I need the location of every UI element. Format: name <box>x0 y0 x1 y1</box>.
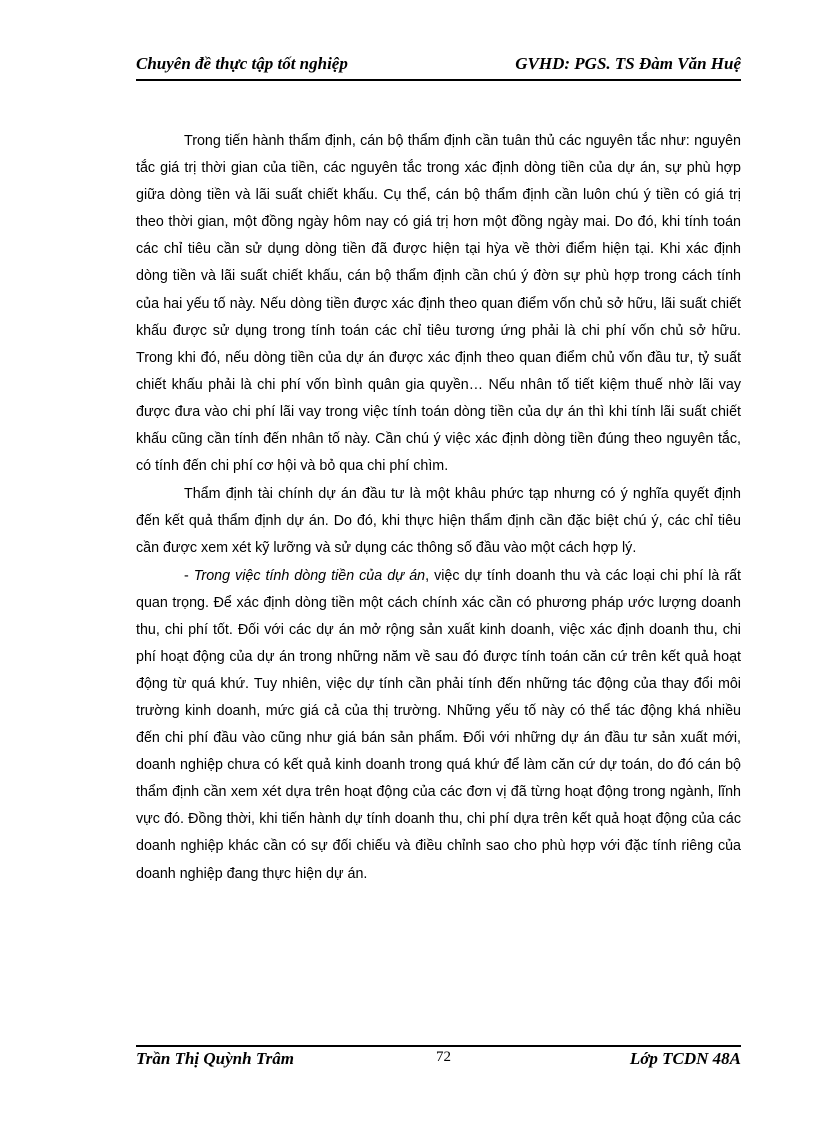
page-header <box>136 54 741 78</box>
paragraph-italic-lead: Trong việc tính dòng tiền của dự án <box>193 567 426 584</box>
header-supervisor: GVHD: PGS. TS Đàm Văn Huệ <box>515 54 741 73</box>
paragraph-financial-appraisal: Thẩm định tài chính dự án đầu tư là một khâu phức tạp nhưng có ý nghĩa quyết định đến kết quả thẩm định dự án. Do đó, khi thực hiện thẩm định cần đặc biệt chú ý, các chỉ tiêu cần được xem xét kỹ lưỡng và sử dụng các thông số đầu vào một cách hợp lý. <box>136 486 741 557</box>
footer-author: Trần Thị Quỳnh Trâm <box>136 1049 294 1068</box>
paragraph-principles: Trong tiến hành thẩm định, cán bộ thẩm định cần tuân thủ các nguyên tắc như: nguyên tắc giá trị thời gian của tiền, các nguyên tắc trong xác định dòng tiền của dự án, sự phù hợp giữa dòng tiền và lãi suất chiết khấu. Cụ thể, cán bộ thẩm định cần luôn chú ý tiền có giá trị theo thời gian, một đồng ngày hôm nay có giá trị hơn một đồng ngày mai. Do đó, khi tính toán các chỉ tiêu cần sử dụng dòng tiền đã được hiện tại hỳa về thời điểm hiện tại. Khi xác định dòng tiền và lãi suất chiết khấu, cán bộ thẩm định cần chú ý đờn sự phù hợp trong cách tính của hai yếu tố này. Nếu dòng tiền được xác định theo quan điểm vốn chủ sở hữu, lãi suất chiết khấu được sử dụng trong tính toán các chỉ tiêu tương ứng phải là chi phí vốn chủ sở hữu. Trong khi đó, nếu dòng tiền của dự án được xác định theo quan điểm chủ vốn đầu tư, tỷ suất chiết khấu phải là chi phí vốn bình quân gia quyền… Nếu nhân tố tiết kiệm thuế nhờ lãi vay được đưa vào chi phí lãi vay trong việc tính toán dòng tiền của dự án thì khi tính lãi suất chiết khấu cũng cần tính đến nhân tố này. Cần chú ý việc xác định dòng tiền đúng theo nguyên tắc, có tính đến chi phí cơ hội và bỏ qua chi phí chìm. <box>136 133 741 475</box>
header-divider <box>136 79 741 81</box>
page-footer <box>136 1049 741 1073</box>
paragraph-cash-flow <box>136 563 741 888</box>
paragraph-cash-flow-text: , việc dự tính doanh thu và các loại chi phí là rất quan trọng. Để xác định dòng tiền một cách chính xác cần có phương pháp ước lượng doanh thu, chi phí tốt. Đối với các dự án mở rộng sản xuất kinh doanh, việc xác định doanh thu, chi phí hoạt động của dự án trong những năm về sau đó được tính toán căn cứ trên kết quả hoạt động từ quá khứ. Tuy nhiên, việc dự tính cần phải tính đến những tác động của thay đổi môi trường kinh doanh, mức giá cả của thị trường. Những yếu tố này có thể tác động khá nhiều đến chi phí đầu vào cũng như giá bán sản phẩm. Đối với những dự án đầu tư sản xuất mới, doanh nghiệp chưa có kết quả kinh doanh trong quá khứ để làm căn cứ dự toán, do đó cán bộ thẩm định cần xem xét dựa trên hoạt động của các đơn vị đã từng hoạt động trong ngành, lĩnh vực đó. Đồng thời, khi tiến hành dự tính doanh thu, chi phí dựa trên kết quả hoạt động của các doanh nghiệp khác cần có sự đối chiếu và điều chỉnh sao cho phù hợp với đặc tính riêng của doanh nghiệp đang thực hiện dự án. <box>136 567 741 882</box>
footer-class: Lớp TCDN 48A <box>629 1049 741 1068</box>
footer-divider <box>136 1045 741 1047</box>
header-report-title: Chuyên đề thực tập tốt nghiệp <box>136 54 348 73</box>
paragraph-dash: - <box>184 567 194 584</box>
page-body <box>136 128 741 888</box>
page-number: 72 <box>436 1049 451 1065</box>
